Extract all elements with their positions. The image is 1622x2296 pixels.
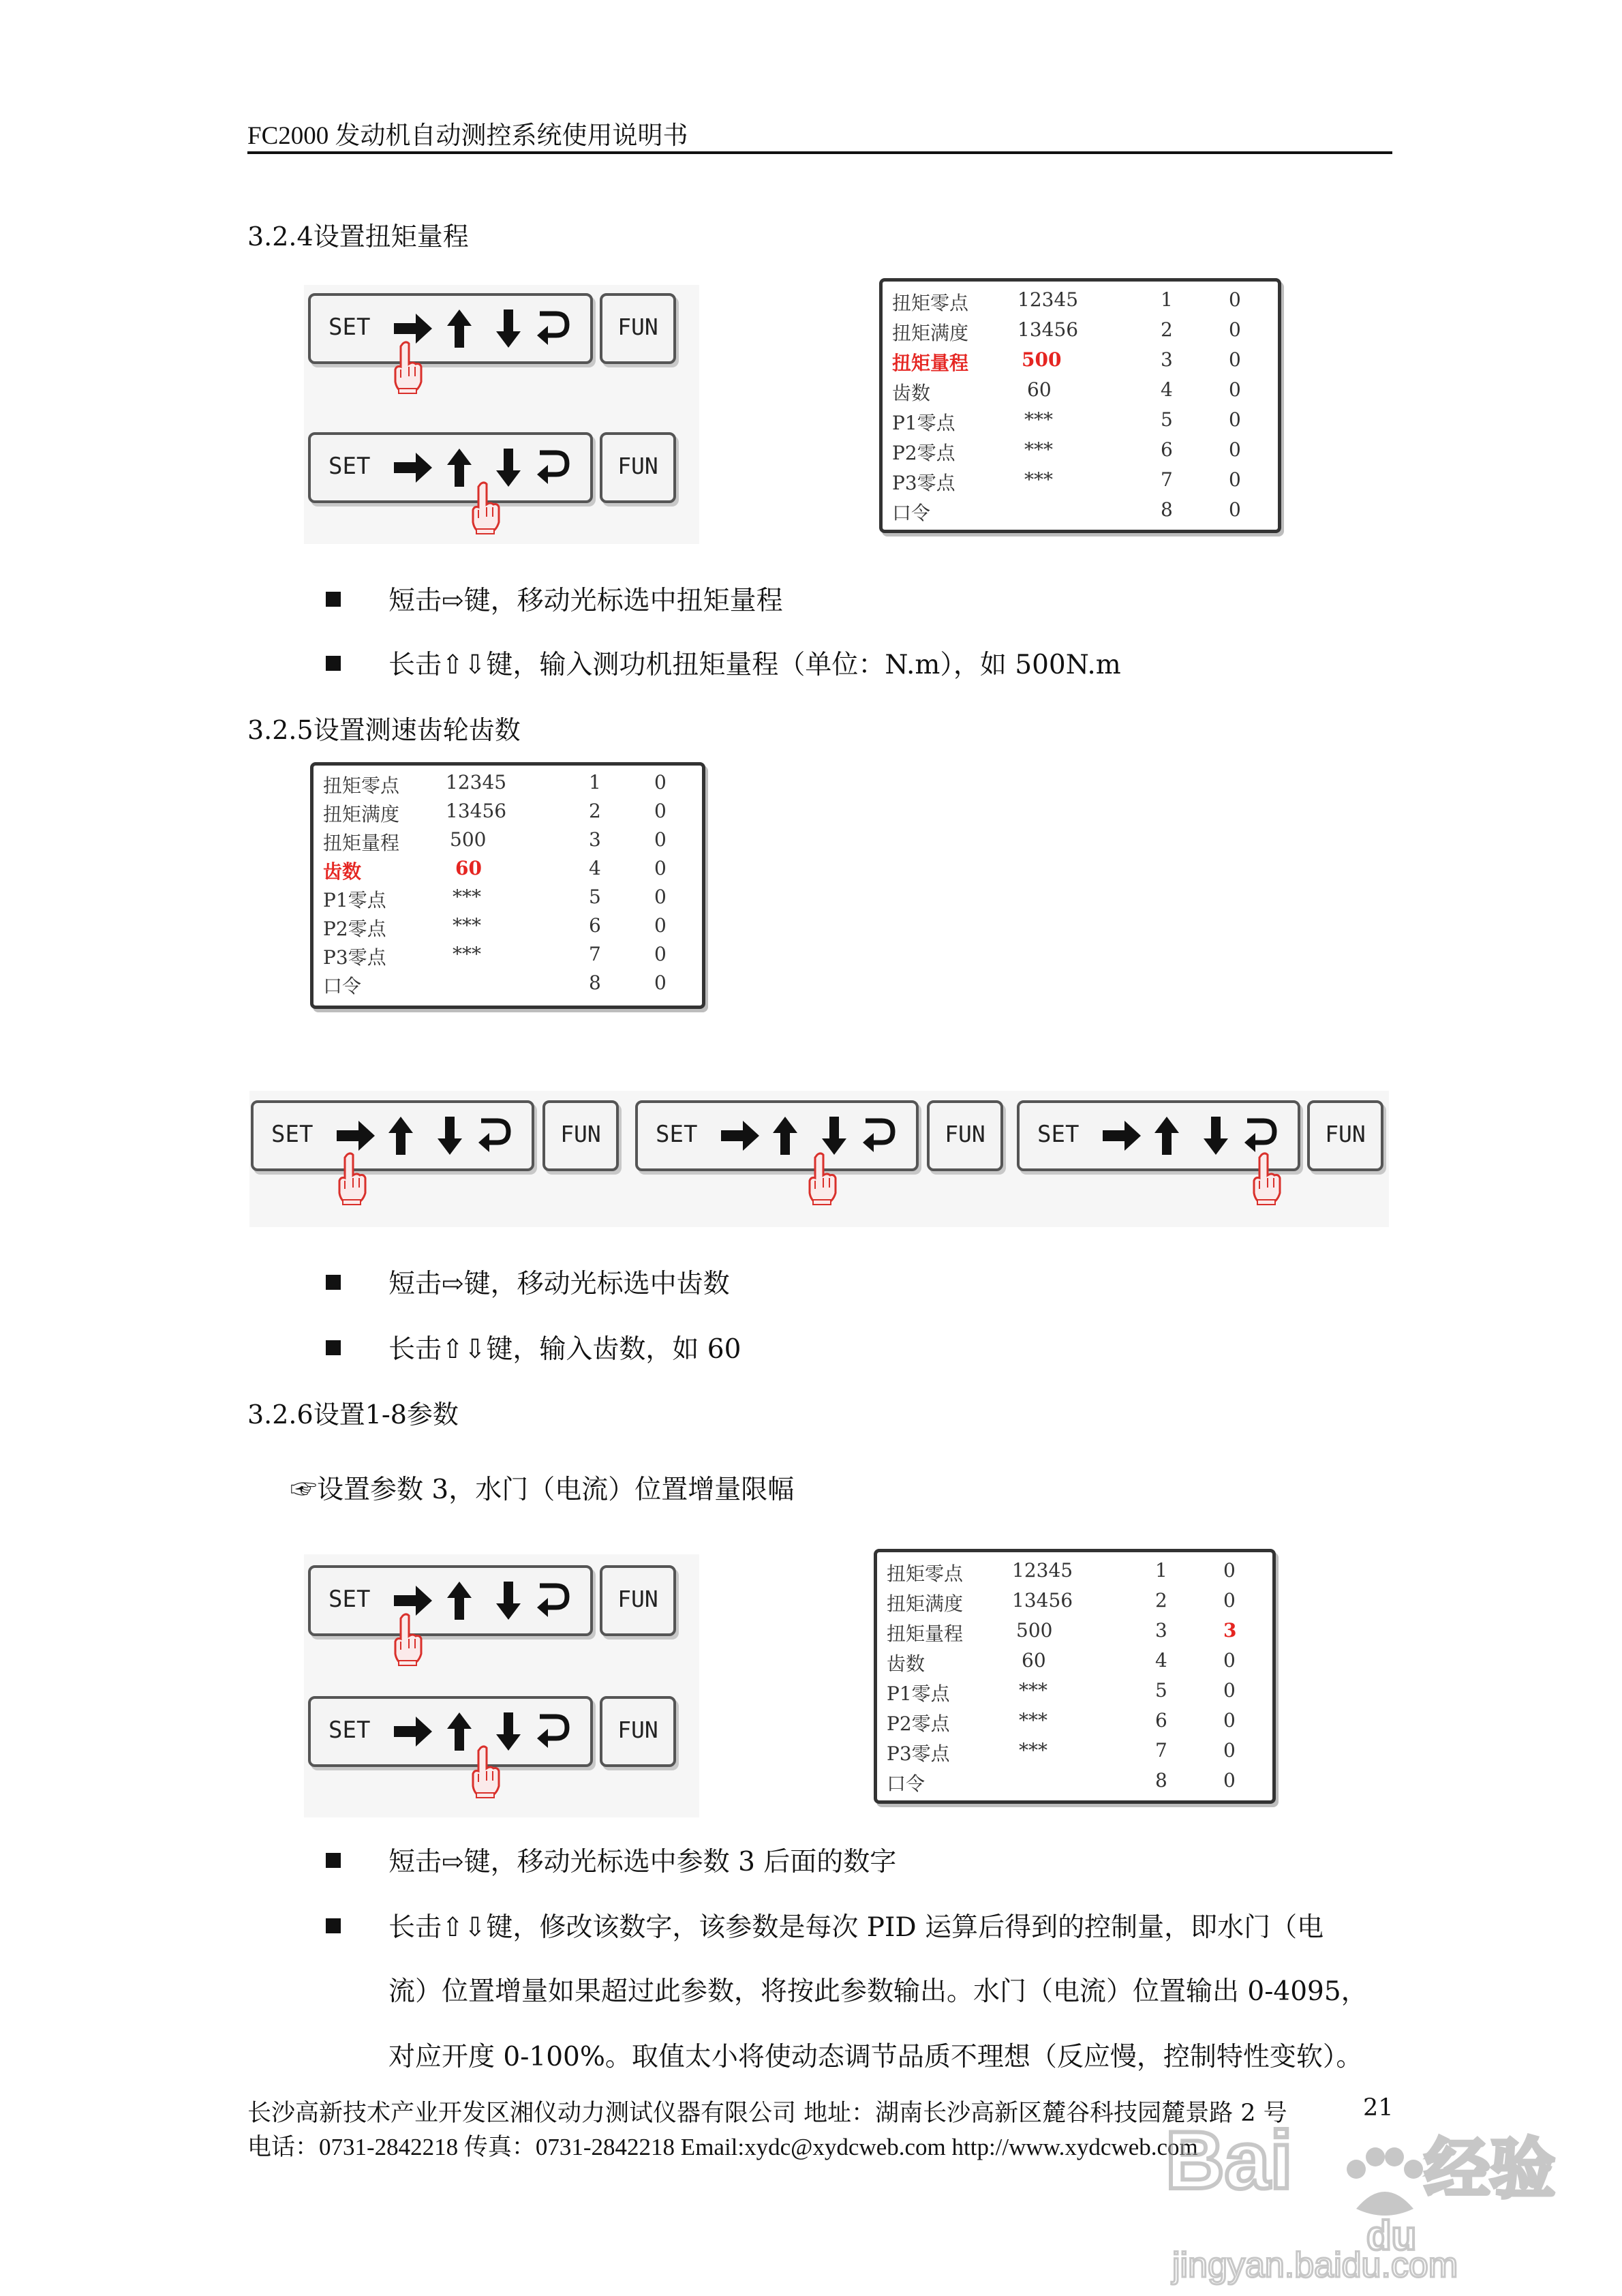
fun-key-label: FUN bbox=[617, 1586, 658, 1612]
down-arrow-icon bbox=[1202, 1115, 1229, 1156]
set-key-label: SET bbox=[328, 314, 371, 341]
pointing-hand-icon bbox=[807, 1152, 837, 1205]
footer-contact: 电话：0731-2842218 传真：0731-2842218 Email:xydc@xydcweb.com http://www.xydcweb.com bbox=[247, 2134, 1198, 2160]
enter-icon bbox=[477, 1115, 511, 1156]
section-326-heading: 3.2.6设置1-8参数 bbox=[247, 1400, 459, 1430]
bullet-item: 长击⇧⇩键，输入齿数，如 60 bbox=[326, 1328, 741, 1366]
section-325-heading: 3.2.5设置测速齿轮齿数 bbox=[247, 715, 521, 745]
right-arrow-icon bbox=[720, 1115, 761, 1156]
document-header-title: FC2000 发动机自动测控系统使用说明书 bbox=[247, 122, 688, 150]
keypad-panel bbox=[635, 1100, 919, 1171]
set-key-label: SET bbox=[328, 1717, 371, 1744]
footer-address: 长沙高新技术产业开发区湘仪动力测试仪器有限公司 地址：湖南长沙高新区麓谷科技园麓景路 2 号 bbox=[247, 2100, 1287, 2127]
pointing-hand-icon bbox=[393, 1613, 423, 1666]
lcd-row: 扭矩零点 12345 1 0 bbox=[323, 771, 667, 797]
lcd-row: 扭矩满度 13456 2 0 bbox=[887, 1589, 1236, 1615]
lcd-table bbox=[310, 762, 705, 1009]
enter-icon bbox=[536, 447, 570, 488]
bullet-item: 短击⇨键，移动光标选中参数 3 后面的数字 bbox=[326, 1841, 896, 1879]
up-arrow-icon bbox=[446, 308, 473, 349]
fun-key bbox=[600, 293, 676, 364]
down-arrow-icon bbox=[436, 1115, 463, 1156]
fun-key bbox=[1307, 1100, 1383, 1171]
fun-key bbox=[600, 1565, 676, 1636]
lcd-row: P2零点 *** 6 0 bbox=[323, 914, 667, 940]
set-key-label: SET bbox=[328, 453, 371, 480]
section-326-note: ☞设置参数 3，水门（电流）位置增量限幅 bbox=[290, 1475, 795, 1505]
down-arrow-icon bbox=[495, 1580, 522, 1621]
enter-icon bbox=[536, 308, 570, 349]
enter-icon bbox=[1243, 1115, 1277, 1156]
lcd-row: 齿数 60 4 0 bbox=[892, 378, 1241, 404]
pointing-hand-icon bbox=[393, 341, 423, 394]
up-arrow-icon bbox=[446, 1711, 473, 1752]
fun-key-label: FUN bbox=[945, 1121, 985, 1147]
lcd-table bbox=[874, 1549, 1276, 1804]
lcd-row-highlighted: 扭矩量程 500 3 3 bbox=[887, 1619, 1237, 1645]
right-arrow-icon bbox=[335, 1115, 376, 1156]
set-key-label: SET bbox=[328, 1586, 371, 1613]
keypad-panel bbox=[308, 1696, 593, 1767]
svg-text:du: du bbox=[1366, 2213, 1417, 2259]
lcd-row: P1零点 *** 5 0 bbox=[323, 886, 667, 911]
bullet-continuation: 流）位置增量如果超过此参数，将按此参数输出。水门（电流）位置输出 0-4095， bbox=[388, 1976, 1368, 2007]
up-arrow-icon bbox=[446, 1580, 473, 1621]
enter-icon bbox=[536, 1580, 570, 1621]
lcd-row: P1零点 *** 5 0 bbox=[892, 408, 1241, 434]
fun-key bbox=[600, 432, 676, 503]
fun-key-label: FUN bbox=[560, 1121, 601, 1147]
fun-key-label: FUN bbox=[617, 1717, 658, 1743]
bullet-item: 短击⇨键，移动光标选中扭矩量程 bbox=[326, 579, 783, 618]
bullet-item: 长击⇧⇩键，输入测功机扭矩量程（单位：N.m），如 500N.m bbox=[326, 644, 1121, 682]
bullet-item: 短击⇨键，移动光标选中齿数 bbox=[326, 1263, 730, 1301]
down-arrow-icon bbox=[495, 308, 522, 349]
bullet-continuation: 对应开度 0-100%。取值太小将使动态调节品质不理想（反应慢，控制特性变软）。 bbox=[388, 2042, 1363, 2072]
pointing-hand-icon bbox=[470, 481, 500, 534]
fun-key-label: FUN bbox=[617, 314, 658, 340]
fun-key-label: FUN bbox=[617, 453, 658, 479]
lcd-row: 口令 8 0 bbox=[892, 498, 1241, 524]
bullet-item: 长击⇧⇩键，修改该数字，该参数是每次 PID 运算后得到的控制量，即水门（电 bbox=[326, 1906, 1323, 1944]
up-arrow-icon bbox=[387, 1115, 414, 1156]
lcd-row: 口令 8 0 bbox=[323, 971, 667, 997]
lcd-row: 扭矩满度 13456 2 0 bbox=[892, 318, 1241, 344]
enter-icon bbox=[861, 1115, 896, 1156]
lcd-row: 扭矩量程 500 3 0 bbox=[323, 828, 667, 854]
lcd-row: 齿数 60 4 0 bbox=[887, 1649, 1236, 1675]
keypad-panel bbox=[251, 1100, 534, 1171]
lcd-row: 扭矩零点 12345 1 0 bbox=[892, 288, 1241, 314]
lcd-row-highlighted: 齿数 60 4 0 bbox=[323, 857, 667, 883]
fun-key bbox=[542, 1100, 619, 1171]
enter-icon bbox=[536, 1711, 570, 1752]
lcd-row: P2零点 *** 6 0 bbox=[887, 1709, 1236, 1735]
right-arrow-icon bbox=[1101, 1115, 1142, 1156]
pointing-hand-icon bbox=[470, 1745, 500, 1798]
right-arrow-icon bbox=[393, 1711, 433, 1752]
lcd-row: 口令 8 0 bbox=[887, 1769, 1236, 1795]
svg-text:Bai: Bai bbox=[1165, 2115, 1293, 2206]
lcd-row: P2零点 *** 6 0 bbox=[892, 438, 1241, 464]
lcd-row: P1零点 *** 5 0 bbox=[887, 1679, 1236, 1705]
fun-key bbox=[600, 1696, 676, 1767]
keypad-panel bbox=[308, 432, 593, 503]
fun-key bbox=[927, 1100, 1003, 1171]
lcd-row: P3零点 *** 7 0 bbox=[892, 468, 1241, 494]
svg-text:经验: 经验 bbox=[1424, 2131, 1555, 2207]
lcd-row: P3零点 *** 7 0 bbox=[887, 1739, 1236, 1765]
right-arrow-icon bbox=[393, 447, 433, 488]
down-arrow-icon bbox=[821, 1115, 848, 1156]
fun-key-label: FUN bbox=[1325, 1121, 1366, 1147]
keypad-panel bbox=[308, 293, 593, 364]
lcd-row: P3零点 *** 7 0 bbox=[323, 943, 667, 969]
up-arrow-icon bbox=[1153, 1115, 1180, 1156]
svg-text:jingyan.baidu.com: jingyan.baidu.com bbox=[1172, 2246, 1458, 2285]
page-number: 21 bbox=[1363, 2094, 1394, 2121]
lcd-row: 扭矩满度 13456 2 0 bbox=[323, 800, 667, 826]
set-key-label: SET bbox=[1037, 1121, 1080, 1148]
keypad-panel bbox=[308, 1565, 593, 1636]
pointing-hand-icon bbox=[337, 1152, 367, 1205]
baidu-jingyan-watermark-logo bbox=[1152, 2106, 1555, 2291]
set-key-label: SET bbox=[656, 1121, 698, 1148]
up-arrow-icon bbox=[771, 1115, 799, 1156]
lcd-row-highlighted: 扭矩量程 500 3 0 bbox=[892, 348, 1241, 374]
pointing-hand-icon bbox=[1251, 1152, 1281, 1205]
header-divider bbox=[247, 151, 1392, 154]
lcd-row: 扭矩零点 12345 1 0 bbox=[887, 1559, 1236, 1585]
set-key-label: SET bbox=[271, 1121, 313, 1148]
lcd-table bbox=[879, 278, 1281, 533]
section-324-heading: 3.2.4设置扭矩量程 bbox=[247, 222, 469, 252]
up-arrow-icon bbox=[446, 447, 473, 488]
